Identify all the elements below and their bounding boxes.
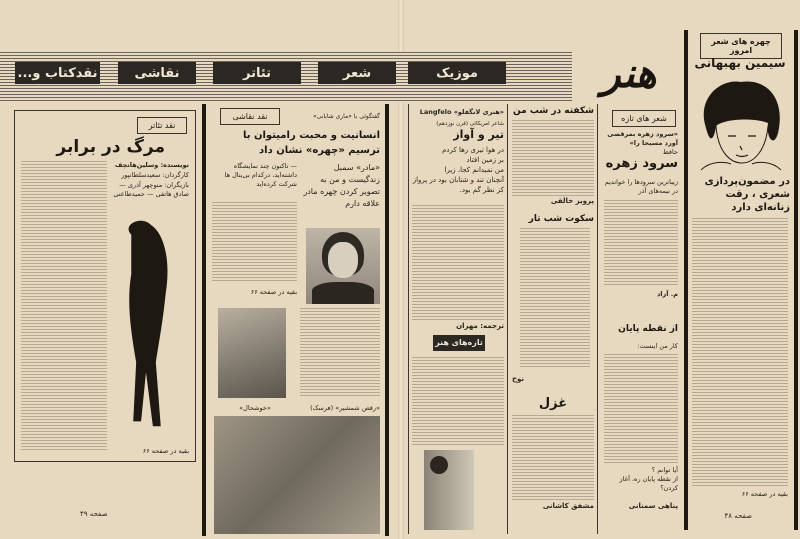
faces-tag: چهره های شعر امروز	[700, 33, 782, 59]
column-rule	[408, 104, 409, 534]
langfelo-subtitle: شاعر امریکائی (قرن نوزدهم)	[436, 121, 504, 127]
theater-continued: بقیه در صفحه ۶۶	[142, 447, 189, 455]
painting-happy-image	[218, 308, 286, 398]
zohre-title: سرود زهره	[605, 156, 678, 171]
column-rule	[202, 104, 206, 536]
nogte-title: از نقطه پایان	[618, 324, 678, 334]
zohre-author: م. آزاد	[656, 290, 678, 298]
theater-body-text	[21, 161, 107, 451]
nav-poetry[interactable]: شعر	[318, 62, 396, 84]
column-rule	[597, 104, 598, 534]
zohre-poem-start	[602, 178, 678, 196]
theater-actors: بازیگران: منوچهر آذری — صادق هاتفی — حمیدطاعتی	[113, 181, 189, 198]
ghazal-body-text	[512, 415, 594, 500]
langfelo-poem	[412, 145, 504, 195]
painting-tag: نقد نقاشی	[220, 108, 280, 125]
sword-dance-fresco-image	[214, 416, 380, 534]
sokoot-body-text	[520, 228, 590, 368]
column-rule	[507, 104, 508, 534]
page-number-right: صفحه ۴۸	[724, 512, 752, 520]
shekofte-title: شکفته در شب من	[513, 106, 594, 116]
nogte-body-text	[604, 354, 678, 464]
pianist-photo	[424, 450, 474, 530]
theater-director: کارگردان: سعید‌سلطانپور	[121, 171, 189, 179]
nav-theater[interactable]: تئاتر	[213, 62, 301, 84]
nogte-line: از نقطه پایان ره، آغاز کردن؟	[619, 475, 678, 492]
sokoot-author: نوح	[512, 375, 525, 383]
poem-line: آنچنان تند و شتابان بود در پرواز	[412, 176, 504, 184]
honar-logo: هنر	[601, 50, 657, 97]
painting-kicker: گفتگوئی با «ماری شابانی»	[312, 113, 380, 120]
simin-body-text	[692, 218, 788, 488]
painting-intro: — تاکنون چند نمایشگاه داشته‌اید، درکدام بی‌ینال ها شرکت کرده‌اید	[224, 162, 297, 188]
ghazal-title: غزل	[538, 396, 568, 411]
painting-body-text-2	[300, 308, 380, 396]
nogte-first-line: کار من اینست:	[637, 342, 678, 350]
nav-painting[interactable]: نقاشی	[118, 62, 196, 84]
theater-author: نویسنده: وسلین‌هانچف	[114, 161, 189, 169]
ghazal-author: مشفق کاشانی	[542, 502, 594, 510]
theater-figure-illustration	[111, 215, 181, 441]
langfelo-body-text	[412, 205, 504, 320]
poem-line: من نمیدانم کجا، زیرا	[444, 166, 504, 174]
art-news-heading: تازه‌های هنر	[433, 335, 485, 351]
painter-portrait-photo	[306, 228, 380, 304]
painting-continued: بقیه در صفحه ۶۶	[250, 288, 297, 296]
theater-review	[14, 110, 196, 462]
nav-book-review[interactable]: نقدکتاب و...	[15, 62, 100, 84]
painting-body-text	[212, 202, 297, 282]
simin-portrait-illustration	[696, 78, 786, 170]
caption-happy: «خوشحال»	[239, 404, 271, 412]
sokoot-title: سکوت شب تار	[528, 214, 594, 224]
poem-line: کز نظر گم بود.	[459, 186, 504, 194]
poem-line: در نیمه‌های آذر	[638, 187, 678, 195]
page-number-left: صفحه ۴۹	[80, 510, 108, 518]
painting-pull-quote: «مادر» سمبل زندگیست و من به تصویر کردن چهره مادر علاقه دارم	[303, 163, 380, 208]
painting-title: انسانیت و محبت رامیتوان با ترسیم «چهره» نشان داد	[242, 130, 380, 156]
column-rule	[684, 30, 688, 530]
column-rule	[385, 104, 389, 536]
shekofte-author: پرویز خالقی	[550, 197, 594, 205]
poem-line: در هوا تیری رها کردم	[442, 146, 504, 154]
simin-continued: بقیه در صفحه ۶۶	[741, 490, 788, 498]
poem-line: زیباترین سرودها را خواندیم	[604, 178, 678, 186]
art-news-body-text	[412, 357, 504, 447]
nogte-author: پناهی سمنانی	[628, 502, 678, 510]
shekofte-body-text	[512, 120, 594, 196]
simin-name: سیمین بهبهانی	[694, 56, 786, 70]
zohre-epigraph: «سرود زهره بمرقصی آورد مسیحا را»	[607, 130, 678, 147]
zohre-epigraph-source: حافظ	[662, 148, 678, 156]
new-poems-tag: شعر های تازه	[612, 110, 676, 127]
poem-line: بر زمین افتاد	[466, 156, 504, 164]
theater-title: مرگ در برابر	[56, 137, 165, 157]
langfelo-title: تیر و آواز	[453, 128, 504, 141]
section-banner	[0, 52, 572, 102]
nav-music[interactable]: موزیک	[408, 62, 506, 84]
theater-tag: نقد تئاتر	[137, 117, 187, 134]
langfelo-translator: ترجمه: مهران	[456, 322, 504, 330]
langfelo-kicker: «هنری لانگفلو» Langfelo	[419, 108, 504, 116]
caption-sword-dance: «رقص شمشیر» (فرسک)	[310, 404, 380, 412]
zohre-body-text	[604, 200, 678, 285]
column-rule	[794, 30, 798, 530]
simin-subtitle: در مضمون‌پردازی شعری ، رقت زنانه‌ای دارد	[704, 176, 790, 213]
nogte-line: آیا توانم ؟	[651, 466, 678, 474]
